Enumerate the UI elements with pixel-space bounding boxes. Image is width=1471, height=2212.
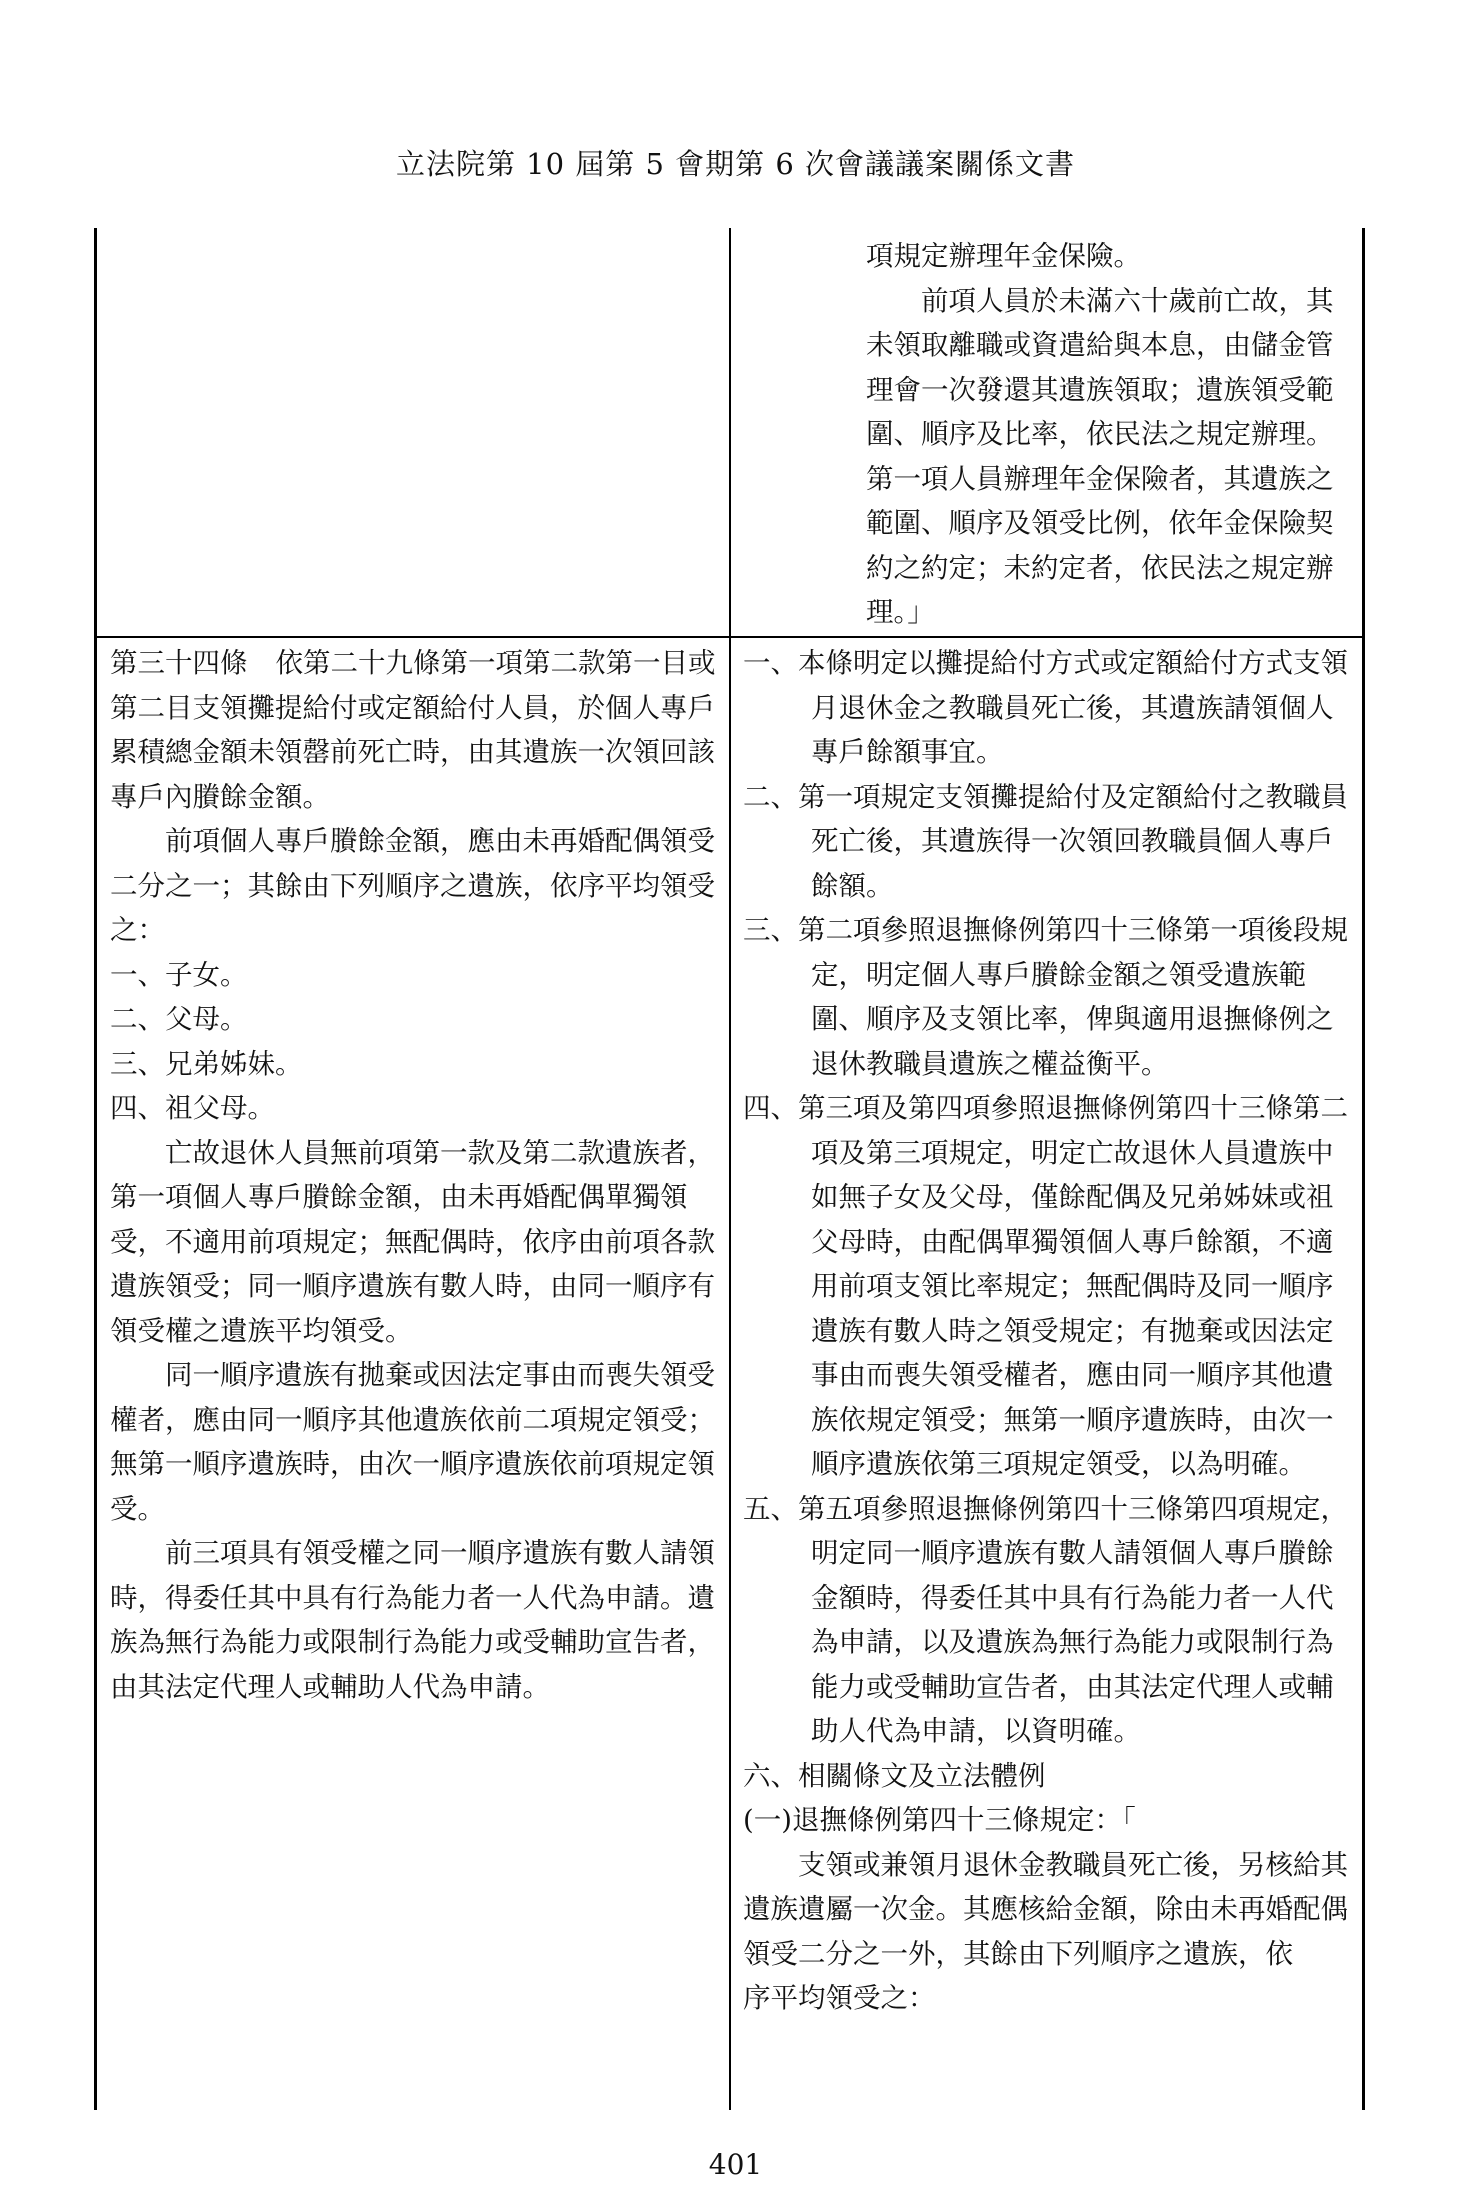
- article-item-3: 三、兄弟姊妹。: [110, 1047, 303, 1080]
- continued-text: 項規定辦理年金保險。: [866, 240, 1141, 272]
- explanation-item-number: 二、: [743, 780, 798, 813]
- explanation-item-number: 一、: [743, 647, 798, 679]
- table-right-border: [1362, 228, 1365, 2110]
- page-number: 401: [708, 2148, 763, 2181]
- explanation-item-number: 四、: [743, 1092, 798, 1124]
- explanation-item-number: 三、: [743, 914, 798, 946]
- article-paragraph-4: 同一順序遺族有拋棄或因法定事由而喪失領受權者，應由同一順序其他遺族依前二項規定領受；無第一順序遺族時，由次一順序遺族依前項規定領受。: [110, 1359, 715, 1525]
- explanation-cell: [743, 641, 1348, 2021]
- article-item-1: 一、子女。: [110, 958, 248, 991]
- sub-item-1-title: (一)退撫條例第四十三條規定：「: [743, 1804, 1136, 1836]
- explanation-item-4: [743, 1086, 1348, 1487]
- explanation-item-number: 五、: [743, 1492, 798, 1525]
- article-paragraph-3: 亡故退休人員無前項第一款及第二款遺族者，第一項個人專戶賸餘金額，由未再婚配偶單獨領受，不適用前項規定；無配偶時，依序由前項各款遺族領受；同一順序遺族有數人時，由同一順序有領受權之遺族平均領受。: [110, 1136, 715, 1347]
- continued-paragraph: 前項人員於未滿六十歲前亡故，其未領取離職或資遣給與本息，由儲金管理會一次發還其遺族領取；遺族領受範圍、順序及比率，依民法之規定辦理。第一項人員辦理年金保險者，其遺族之範圍、順序及領受比例，依年金保險契約之約定；未約定者，依民法之規定辦理。」: [866, 284, 1334, 628]
- explanation-item-6-title: 六、相關條文及立法體例: [743, 1759, 1046, 1792]
- top-right-cell: [866, 234, 1348, 635]
- explanation-item-text: 第二項參照退撫條例第四十三條第一項後段規定，明定個人專戶賸餘金額之領受遺族範圍、順序及支領比率，俾與適用退撫條例之退休教職員遺族之權益衡平。: [798, 914, 1348, 1080]
- explanation-item-text: 第一項規定支領攤提給付及定額給付之教職員死亡後，其遺族得一次領回教職員個人專戶餘額。: [798, 780, 1348, 902]
- article-first-text: 依第二十九條第一項第二款第一目或第二目支領攤提給付或定額給付人員，於個人專戶累積總金額未領罄前死亡時，由其遺族一次領回該專戶內賸餘金額。: [110, 647, 716, 813]
- explanation-item-1: [743, 641, 1348, 775]
- article-first-paragraph: [110, 641, 716, 819]
- article-item-4: 四、祖父母。: [110, 1092, 275, 1124]
- article-paragraph-2: 前項個人專戶賸餘金額，應由未再婚配偶領受二分之一；其餘由下列順序之遺族，依序平均領受之：: [110, 825, 715, 946]
- sub-item-1-paragraph: 支領或兼領月退休金教職員死亡後，另核給其遺族遺屬一次金。其應核給金額，除由未再婚配偶領受二分之一外，其餘由下列順序之遺族，依: [743, 1848, 1348, 1970]
- document-header: 立法院第 10 屆第 5 會期第 6 次會議議案關係文書: [395, 147, 1076, 181]
- top-left-cell: [110, 238, 716, 618]
- explanation-item-2: [743, 775, 1348, 909]
- article-cell: [110, 641, 716, 1709]
- article-paragraph-5: 前三項具有領受權之同一順序遺族有數人請領時，得委任其中具有行為能力者一人代為申請。遺族為無行為能力或限制行為能力或受輔助宣告者，由其法定代理人或輔助人代為申請。: [110, 1537, 715, 1703]
- explanation-item-3: [743, 908, 1348, 1086]
- explanation-item-text: 第五項參照退撫條例第四十三條第四項規定，明定同一順序遺族有數人請領個人專戶賸餘金額時，得委任其中具有行為能力者一人代為申請，以及遺族為無行為能力或限制行為能力或受輔助宣告者，由其法定代理人或輔助人代為申請，以資明確。: [798, 1492, 1348, 1747]
- article-title: 第三十四條: [110, 647, 248, 679]
- sub-item-1-tail: 序平均領受之：: [743, 1982, 936, 2014]
- row-divider: [94, 636, 1365, 638]
- table-middle-divider: [729, 228, 731, 2110]
- article-item-2: 二、父母。: [110, 1003, 248, 1035]
- explanation-item-5: [743, 1487, 1348, 1754]
- explanation-item-text: 本條明定以攤提給付方式或定額給付方式支領月退休金之教職員死亡後，其遺族請領個人專戶餘額事宜。: [798, 647, 1348, 768]
- explanation-item-text: 第三項及第四項參照退撫條例第四十三條第二項及第三項規定，明定亡故退休人員遺族中如無子女及父母，僅餘配偶及兄弟姊妹或祖父母時，由配偶單獨領個人專戶餘額，不適用前項支領比率規定；無配偶時及同一順序遺族有數人時之領受規定；有拋棄或因法定事由而喪失領受權者，應由同一順序其他遺族依規定領受；無第一順序遺族時，由次一順序遺族依第三項規定領受，以為明確。: [798, 1092, 1348, 1480]
- table-left-border: [94, 228, 97, 2110]
